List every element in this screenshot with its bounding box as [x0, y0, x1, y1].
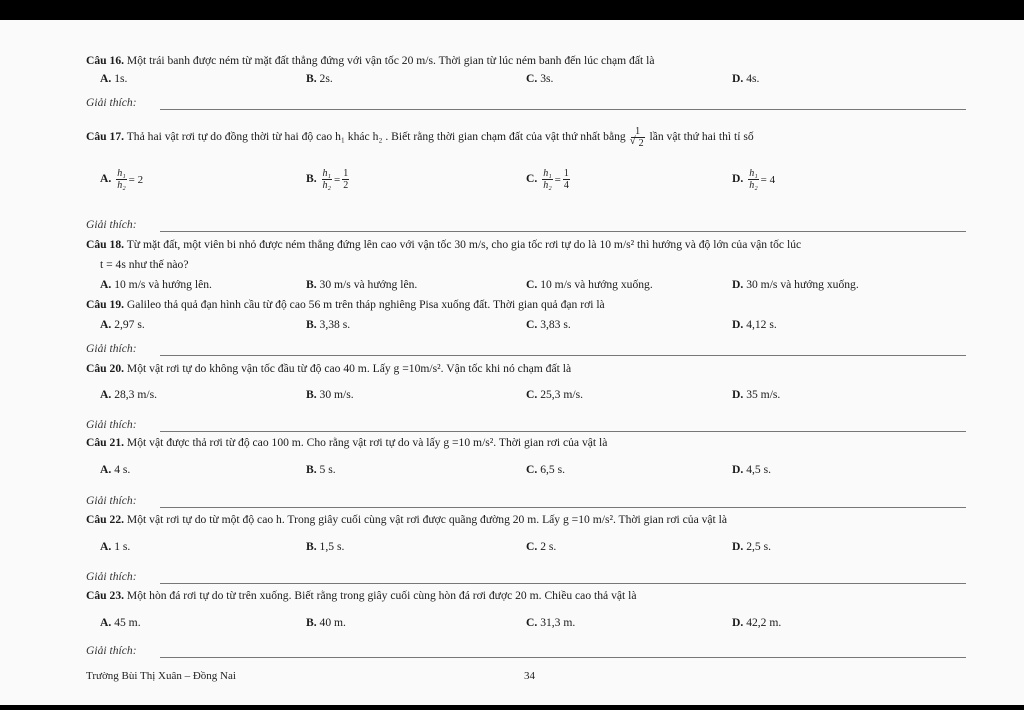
- bottom-border: [0, 705, 1024, 710]
- explain-label: Giải thích:: [86, 570, 137, 583]
- option-a[interactable]: A. 2,97 s.: [100, 318, 145, 331]
- option-b[interactable]: B. 1,5 s.: [306, 540, 345, 553]
- option-d[interactable]: D. 4s.: [732, 72, 760, 85]
- option-c[interactable]: C. 10 m/s và hướng xuống.: [526, 278, 653, 291]
- explain-label: Giải thích:: [86, 218, 137, 231]
- option-b[interactable]: B. 30 m/s.: [306, 388, 354, 401]
- option-d[interactable]: D. 2,5 s.: [732, 540, 771, 553]
- option-c[interactable]: C. 6,5 s.: [526, 463, 565, 476]
- option-b[interactable]: B. 40 m.: [306, 616, 346, 629]
- question-18-cont: t = 4s như thế nào?: [100, 258, 189, 271]
- explain-line[interactable]: [160, 109, 966, 110]
- option-a[interactable]: A. 28,3 m/s.: [100, 388, 158, 401]
- option-c[interactable]: C. $\frac{\text{h₁}}{\text{h₂}}$ = $\frac{1}{4}$: [526, 168, 569, 191]
- question-16: [86, 54, 654, 68]
- option-a[interactable]: A. $\frac{\text{h₁}}{\text{h₂}}$ = 2: [100, 168, 144, 191]
- option-a[interactable]: A. 4 s.: [100, 463, 131, 476]
- option-c[interactable]: C. 3,83 s.: [526, 318, 571, 331]
- question-18: Câu 18. Từ mặt đất, một viên bi nhỏ được ném thẳng đứng lên cao với vận tốc 30 m/s, cho gia tốc rơi tự do là 10 m/s² thì hướng và độ lớn của vận tốc lúc: [86, 238, 802, 251]
- question-20: Câu 20. Một vật rơi tự do không vận tốc đầu từ độ cao 40 m. Lấy g =10m/s². Vận tốc khi nó chạm đất là: [86, 362, 572, 375]
- question-23: Câu 23. Một hòn đá rơi tự do từ trên xuống. Biết rằng trong giây cuối cùng hòn đá rơi được 20 m. Chiều cao thả vật là: [86, 589, 637, 602]
- option-b[interactable]: B. 5 s.: [306, 463, 336, 476]
- option-b[interactable]: B. 2s.: [306, 72, 333, 85]
- explain-line[interactable]: [160, 507, 966, 508]
- explain-line[interactable]: [160, 431, 966, 432]
- option-b[interactable]: B. 3,38 s.: [306, 318, 351, 331]
- question-21: Câu 21. Một vật được thả rơi từ độ cao 100 m. Cho rằng vật rơi tự do và lấy g =10 m/s². Thời gian rơi của vật là: [86, 436, 608, 449]
- option-a[interactable]: A. 10 m/s và hướng lên.: [100, 278, 212, 291]
- option-a[interactable]: A. 1 s.: [100, 540, 131, 553]
- question-label: Câu 16.: [86, 54, 125, 67]
- explain-label: Giải thích:: [86, 494, 137, 507]
- question-22: Câu 22. Một vật rơi tự do từ một độ cao h. Trong giây cuối cùng vật rơi được quãng đường 20 m. Lấy g =10 m/s². Thời gian rơi của vật là: [86, 513, 728, 526]
- explain-line[interactable]: [160, 583, 966, 584]
- option-a[interactable]: A. 1s.: [100, 72, 128, 85]
- option-d[interactable]: D. 35 m/s.: [732, 388, 781, 401]
- option-c[interactable]: C. 31,3 m.: [526, 616, 576, 629]
- paper-content: [78, 20, 978, 705]
- option-d[interactable]: D. 42,2 m.: [732, 616, 782, 629]
- option-c[interactable]: C. 25,3 m/s.: [526, 388, 584, 401]
- explain-line[interactable]: [160, 657, 966, 658]
- question-text: Một trái banh được ném từ mặt đất thẳng đứng với vận tốc 20 m/s. Thời gian từ lúc ném banh đến lúc chạm đất là: [126, 54, 655, 67]
- option-c[interactable]: C. 2 s.: [526, 540, 557, 553]
- worksheet-page: [0, 20, 1024, 705]
- option-b[interactable]: B. $\frac{\text{h₁}}{\text{h₂}}$ = $\frac{1}{2}$: [306, 168, 349, 191]
- footer-page-number: 34: [524, 670, 535, 682]
- explain-label: Giải thích:: [86, 96, 137, 109]
- question-19: Câu 19. Galileo thả quả đạn hình cầu từ độ cao 56 m trên tháp nghiêng Pisa xuống đất. Thời gian quả đạn rơi là: [86, 298, 605, 311]
- option-d[interactable]: D. $\frac{\text{h₁}}{\text{h₂}}$ = 4: [732, 168, 776, 191]
- footer-school: Trường Bùi Thị Xuân – Đồng Nai: [86, 670, 236, 682]
- option-d[interactable]: D. 30 m/s và hướng xuống.: [732, 278, 859, 291]
- option-c[interactable]: C. 3s.: [526, 72, 554, 85]
- question-17: Câu 17. Thả hai vật rơi tự do đồng thời từ hai độ cao h₁ khác h₂ . Biết rằng thời gian chạm đất của vật thứ nhất bằng 1 √ 2 lần vật thứ hai thì tỉ số: [86, 126, 754, 149]
- explain-label: Giải thích:: [86, 644, 137, 657]
- explain-label: Giải thích:: [86, 418, 137, 431]
- explain-label: Giải thích:: [86, 342, 137, 355]
- explain-line[interactable]: [160, 355, 966, 356]
- option-d[interactable]: D. 4,12 s.: [732, 318, 777, 331]
- option-d[interactable]: D. 4,5 s.: [732, 463, 771, 476]
- option-b[interactable]: B. 30 m/s và hướng lên.: [306, 278, 418, 291]
- explain-line[interactable]: [160, 231, 966, 232]
- option-a[interactable]: A. 45 m.: [100, 616, 141, 629]
